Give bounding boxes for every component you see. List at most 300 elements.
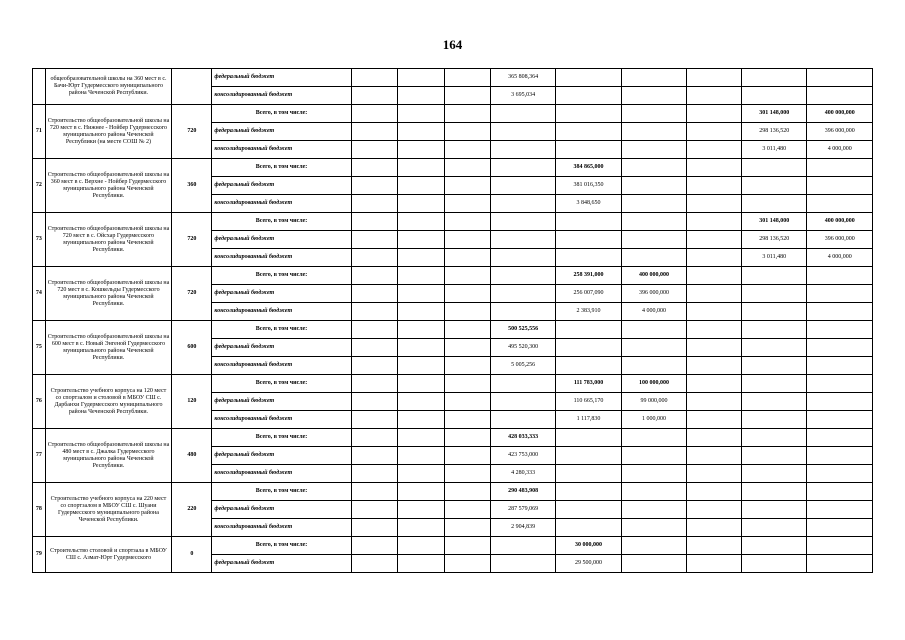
amount-cell [444, 339, 490, 357]
amount-cell [398, 429, 444, 447]
item-number: 77 [33, 429, 46, 483]
amount-cell [621, 87, 686, 105]
amount-cell [807, 483, 873, 501]
amount-cell [807, 375, 873, 393]
amount-cell [621, 339, 686, 357]
amount-cell [807, 177, 873, 195]
funding-source: федеральный бюджет [212, 231, 351, 249]
amount-cell [687, 177, 742, 195]
amount-cell [351, 231, 397, 249]
amount-cell [351, 141, 397, 159]
amount-cell [444, 213, 490, 231]
amount-cell [807, 429, 873, 447]
amount-cell [398, 213, 444, 231]
amount-cell: 4 280,333 [490, 465, 555, 483]
capacity: 600 [172, 321, 212, 375]
funding-source: консолидированный бюджет [212, 465, 351, 483]
amount-cell [742, 537, 807, 555]
amount-cell [742, 429, 807, 447]
amount-cell [398, 267, 444, 285]
funding-source: Всего, в том числе: [212, 159, 351, 177]
amount-cell [556, 141, 621, 159]
amount-cell [807, 159, 873, 177]
amount-cell [807, 465, 873, 483]
funding-source: консолидированный бюджет [212, 141, 351, 159]
amount-cell [398, 321, 444, 339]
funding-source: консолидированный бюджет [212, 195, 351, 213]
amount-cell [444, 447, 490, 465]
amount-cell [444, 249, 490, 267]
amount-cell [490, 375, 555, 393]
amount-cell [351, 87, 397, 105]
amount-cell [621, 195, 686, 213]
amount-cell: 1 117,830 [556, 411, 621, 429]
amount-cell: 2 383,910 [556, 303, 621, 321]
table-row [33, 105, 873, 123]
amount-cell [444, 411, 490, 429]
funding-source: Всего, в том числе: [212, 105, 351, 123]
amount-cell [351, 375, 397, 393]
amount-cell [807, 519, 873, 537]
amount-cell [444, 285, 490, 303]
amount-cell [398, 447, 444, 465]
amount-cell [621, 213, 686, 231]
amount-cell [444, 357, 490, 375]
amount-cell [351, 285, 397, 303]
amount-cell [687, 501, 742, 519]
amount-cell [398, 411, 444, 429]
amount-cell [490, 231, 555, 249]
amount-cell [351, 213, 397, 231]
amount-cell [490, 537, 555, 555]
amount-cell [444, 519, 490, 537]
amount-cell [687, 303, 742, 321]
table-row [33, 267, 873, 285]
amount-cell [687, 357, 742, 375]
amount-cell [687, 339, 742, 357]
amount-cell [742, 267, 807, 285]
project-name: Строительство общеобразовательной школы на 720 мест в с. Ойсхар Гудермесского муниципального района Чеченской Республики. [45, 213, 172, 267]
table-row [33, 159, 873, 177]
amount-cell [398, 123, 444, 141]
amount-cell [490, 105, 555, 123]
amount-cell: 256 007,090 [556, 285, 621, 303]
item-number: 74 [33, 267, 46, 321]
item-number: 76 [33, 375, 46, 429]
amount-cell [556, 87, 621, 105]
project-name: Строительство общеобразовательной школы на 360 мест в с. Верхне - Нойбер Гудермесского муниципального района Чеченской Республики. [45, 159, 172, 213]
amount-cell [351, 105, 397, 123]
amount-cell [398, 537, 444, 555]
amount-cell [351, 303, 397, 321]
amount-cell [687, 213, 742, 231]
amount-cell [807, 447, 873, 465]
amount-cell [490, 177, 555, 195]
funding-source: консолидированный бюджет [212, 87, 351, 105]
amount-cell [687, 285, 742, 303]
funding-source: федеральный бюджет [212, 177, 351, 195]
item-number: 78 [33, 483, 46, 537]
amount-cell [621, 177, 686, 195]
page-number: 164 [442, 37, 463, 52]
amount-cell: 301 148,000 [742, 105, 807, 123]
amount-cell [807, 357, 873, 375]
funding-source: Всего, в том числе: [212, 321, 351, 339]
amount-cell [687, 267, 742, 285]
amount-cell [351, 69, 397, 87]
amount-cell [621, 357, 686, 375]
amount-cell [742, 303, 807, 321]
amount-cell [556, 213, 621, 231]
amount-cell: 100 000,000 [621, 375, 686, 393]
amount-cell [398, 231, 444, 249]
amount-cell: 4 000,000 [621, 303, 686, 321]
amount-cell [621, 249, 686, 267]
capacity: 120 [172, 375, 212, 429]
amount-cell [556, 249, 621, 267]
amount-cell [742, 555, 807, 573]
item-number: 75 [33, 321, 46, 375]
capacity: 360 [172, 159, 212, 213]
amount-cell [807, 537, 873, 555]
project-name: общеобразовательной школы на 360 мест в с. Бачи-Юрт Гудермесского муниципального района Чеченской Республики. [45, 69, 172, 105]
capacity: 0 [172, 537, 212, 573]
amount-cell [444, 483, 490, 501]
amount-cell [807, 303, 873, 321]
amount-cell [556, 339, 621, 357]
amount-cell [687, 555, 742, 573]
amount-cell: 258 391,000 [556, 267, 621, 285]
amount-cell [687, 195, 742, 213]
amount-cell [398, 141, 444, 159]
project-name: Строительство общеобразовательной школы на 720 мест в с. Кошкельды Гудермесского муниципального района Чеченской Республики. [45, 267, 172, 321]
amount-cell [444, 231, 490, 249]
amount-cell [351, 123, 397, 141]
amount-cell [742, 465, 807, 483]
amount-cell [687, 231, 742, 249]
amount-cell [807, 339, 873, 357]
amount-cell: 5 005,256 [490, 357, 555, 375]
amount-cell: 500 525,556 [490, 321, 555, 339]
amount-cell [742, 411, 807, 429]
amount-cell [742, 519, 807, 537]
amount-cell [807, 69, 873, 87]
amount-cell [398, 339, 444, 357]
item-number [33, 69, 46, 105]
funding-source: федеральный бюджет [212, 69, 351, 87]
amount-cell [687, 537, 742, 555]
amount-cell [351, 519, 397, 537]
amount-cell: 2 904,839 [490, 519, 555, 537]
amount-cell [444, 429, 490, 447]
table-row [33, 69, 873, 87]
funding-source: Всего, в том числе: [212, 537, 351, 555]
amount-cell [556, 321, 621, 339]
amount-cell [351, 483, 397, 501]
funding-source: консолидированный бюджет [212, 519, 351, 537]
amount-cell [621, 69, 686, 87]
amount-cell [444, 177, 490, 195]
amount-cell [351, 555, 397, 573]
amount-cell: 3 848,650 [556, 195, 621, 213]
capacity [172, 69, 212, 105]
amount-cell [742, 69, 807, 87]
project-name: Строительство столовой и спортзала в МБОУ СШ с. Азмат-Юрт Гудермесского [45, 537, 172, 573]
table-row [33, 483, 873, 501]
amount-cell: 365 808,364 [490, 69, 555, 87]
amount-cell [556, 357, 621, 375]
amount-cell: 298 136,520 [742, 123, 807, 141]
amount-cell: 428 033,333 [490, 429, 555, 447]
amount-cell [742, 177, 807, 195]
amount-cell [687, 393, 742, 411]
amount-cell [490, 393, 555, 411]
amount-cell [444, 123, 490, 141]
amount-cell [490, 267, 555, 285]
amount-cell [444, 303, 490, 321]
amount-cell [351, 195, 397, 213]
project-name: Строительство учебного корпуса на 220 мест со спортзалом в МБОУ СШ с. Шуани Гудермесского муниципального района Чеченской Республики. [45, 483, 172, 537]
amount-cell [807, 321, 873, 339]
amount-cell [621, 429, 686, 447]
amount-cell [687, 249, 742, 267]
amount-cell [351, 159, 397, 177]
amount-cell [444, 141, 490, 159]
amount-cell [742, 447, 807, 465]
item-number: 73 [33, 213, 46, 267]
amount-cell [687, 87, 742, 105]
amount-cell [621, 159, 686, 177]
amount-cell [444, 555, 490, 573]
amount-cell [444, 501, 490, 519]
amount-cell [351, 357, 397, 375]
amount-cell [556, 231, 621, 249]
amount-cell: 396 000,000 [807, 123, 873, 141]
amount-cell: 30 000,000 [556, 537, 621, 555]
amount-cell [398, 393, 444, 411]
amount-cell [351, 537, 397, 555]
funding-source: консолидированный бюджет [212, 357, 351, 375]
amount-cell: 290 483,908 [490, 483, 555, 501]
amount-cell [351, 321, 397, 339]
amount-cell [444, 321, 490, 339]
amount-cell [742, 483, 807, 501]
capacity: 220 [172, 483, 212, 537]
project-name: Строительство общеобразовательной школы на 480 мест в с. Джалка Гудермесского муниципального района Чеченской Республики. [45, 429, 172, 483]
amount-cell [351, 429, 397, 447]
amount-cell [687, 105, 742, 123]
amount-cell [556, 447, 621, 465]
amount-cell [687, 465, 742, 483]
amount-cell: 301 148,000 [742, 213, 807, 231]
amount-cell [398, 159, 444, 177]
amount-cell [490, 555, 555, 573]
amount-cell [742, 375, 807, 393]
amount-cell: 110 665,170 [556, 393, 621, 411]
item-number: 71 [33, 105, 46, 159]
amount-cell [398, 105, 444, 123]
amount-cell: 3 011,480 [742, 249, 807, 267]
funding-source: федеральный бюджет [212, 501, 351, 519]
amount-cell [444, 267, 490, 285]
capacity: 720 [172, 105, 212, 159]
amount-cell [351, 501, 397, 519]
amount-cell: 3 695,034 [490, 87, 555, 105]
amount-cell [444, 105, 490, 123]
amount-cell [687, 141, 742, 159]
funding-source: Всего, в том числе: [212, 429, 351, 447]
amount-cell: 423 753,000 [490, 447, 555, 465]
amount-cell [351, 393, 397, 411]
amount-cell: 396 000,000 [621, 285, 686, 303]
amount-cell [742, 339, 807, 357]
amount-cell [444, 537, 490, 555]
amount-cell [621, 465, 686, 483]
amount-cell [807, 393, 873, 411]
amount-cell [807, 501, 873, 519]
amount-cell: 400 000,000 [807, 105, 873, 123]
amount-cell [490, 195, 555, 213]
amount-cell [444, 393, 490, 411]
amount-cell: 400 000,000 [621, 267, 686, 285]
amount-cell [687, 69, 742, 87]
amount-cell [621, 141, 686, 159]
amount-cell [444, 69, 490, 87]
budget-table [32, 68, 873, 573]
amount-cell [398, 303, 444, 321]
amount-cell [444, 159, 490, 177]
amount-cell [556, 69, 621, 87]
amount-cell [490, 213, 555, 231]
amount-cell [398, 285, 444, 303]
amount-cell [398, 249, 444, 267]
amount-cell: 400 000,000 [807, 213, 873, 231]
amount-cell: 29 500,000 [556, 555, 621, 573]
amount-cell: 396 000,000 [807, 231, 873, 249]
amount-cell [556, 105, 621, 123]
amount-cell [444, 375, 490, 393]
amount-cell [621, 555, 686, 573]
table-row [33, 375, 873, 393]
funding-source: федеральный бюджет [212, 339, 351, 357]
funding-source: консолидированный бюджет [212, 411, 351, 429]
amount-cell [621, 519, 686, 537]
amount-cell: 287 579,069 [490, 501, 555, 519]
table-row [33, 213, 873, 231]
amount-cell [398, 87, 444, 105]
amount-cell [351, 411, 397, 429]
amount-cell [807, 87, 873, 105]
amount-cell [444, 87, 490, 105]
table-row [33, 429, 873, 447]
amount-cell [351, 267, 397, 285]
amount-cell [621, 501, 686, 519]
amount-cell [398, 465, 444, 483]
amount-cell [687, 123, 742, 141]
amount-cell [398, 555, 444, 573]
table-row [33, 321, 873, 339]
amount-cell [490, 141, 555, 159]
amount-cell [742, 357, 807, 375]
amount-cell [687, 519, 742, 537]
capacity: 720 [172, 213, 212, 267]
amount-cell [444, 195, 490, 213]
amount-cell [621, 447, 686, 465]
amount-cell [351, 249, 397, 267]
amount-cell [807, 267, 873, 285]
amount-cell: 99 000,000 [621, 393, 686, 411]
amount-cell [807, 555, 873, 573]
amount-cell [556, 429, 621, 447]
amount-cell [742, 159, 807, 177]
project-name: Строительство общеобразовательной школы на 600 мест в с. Новый Энгеной Гудермесского муниципального района Чеченской Республики. [45, 321, 172, 375]
capacity: 720 [172, 267, 212, 321]
funding-source: федеральный бюджет [212, 447, 351, 465]
amount-cell: 298 136,520 [742, 231, 807, 249]
amount-cell [687, 159, 742, 177]
amount-cell [351, 339, 397, 357]
funding-source: федеральный бюджет [212, 555, 351, 573]
funding-source: федеральный бюджет [212, 123, 351, 141]
amount-cell [621, 537, 686, 555]
amount-cell [621, 123, 686, 141]
amount-cell: 1 000,000 [621, 411, 686, 429]
amount-cell [556, 519, 621, 537]
project-name: Строительство учебного корпуса на 120 мест со спортзалом и столовой в МБОУ СШ с. Дарбанхи Гудермесского муниципального района Чеченской Республики. [45, 375, 172, 429]
amount-cell: 111 783,000 [556, 375, 621, 393]
amount-cell [742, 87, 807, 105]
item-number: 72 [33, 159, 46, 213]
amount-cell [490, 411, 555, 429]
funding-source: Всего, в том числе: [212, 483, 351, 501]
amount-cell [687, 321, 742, 339]
amount-cell [490, 303, 555, 321]
amount-cell [742, 321, 807, 339]
amount-cell [398, 483, 444, 501]
amount-cell [742, 501, 807, 519]
capacity: 480 [172, 429, 212, 483]
table-body [33, 69, 873, 573]
funding-source: консолидированный бюджет [212, 249, 351, 267]
amount-cell [490, 159, 555, 177]
amount-cell [351, 465, 397, 483]
amount-cell [556, 123, 621, 141]
amount-cell [621, 321, 686, 339]
amount-cell: 4 000,000 [807, 141, 873, 159]
amount-cell: 4 000,000 [807, 249, 873, 267]
amount-cell [398, 177, 444, 195]
amount-cell [687, 447, 742, 465]
amount-cell [351, 447, 397, 465]
amount-cell [687, 375, 742, 393]
amount-cell [398, 357, 444, 375]
amount-cell [351, 177, 397, 195]
amount-cell: 3 011,480 [742, 141, 807, 159]
amount-cell [490, 123, 555, 141]
amount-cell [687, 483, 742, 501]
amount-cell: 495 520,300 [490, 339, 555, 357]
project-name: Строительство общеобразовательной школы на 720 мест в с. Нижнее - Нойбер Гудермесского муниципального района Чеченской Республики (на месте СОШ № 2) [45, 105, 172, 159]
amount-cell [490, 249, 555, 267]
amount-cell [398, 519, 444, 537]
funding-source: Всего, в том числе: [212, 375, 351, 393]
amount-cell [398, 375, 444, 393]
amount-cell [398, 195, 444, 213]
amount-cell [742, 195, 807, 213]
amount-cell [398, 501, 444, 519]
amount-cell [556, 465, 621, 483]
funding-source: федеральный бюджет [212, 393, 351, 411]
